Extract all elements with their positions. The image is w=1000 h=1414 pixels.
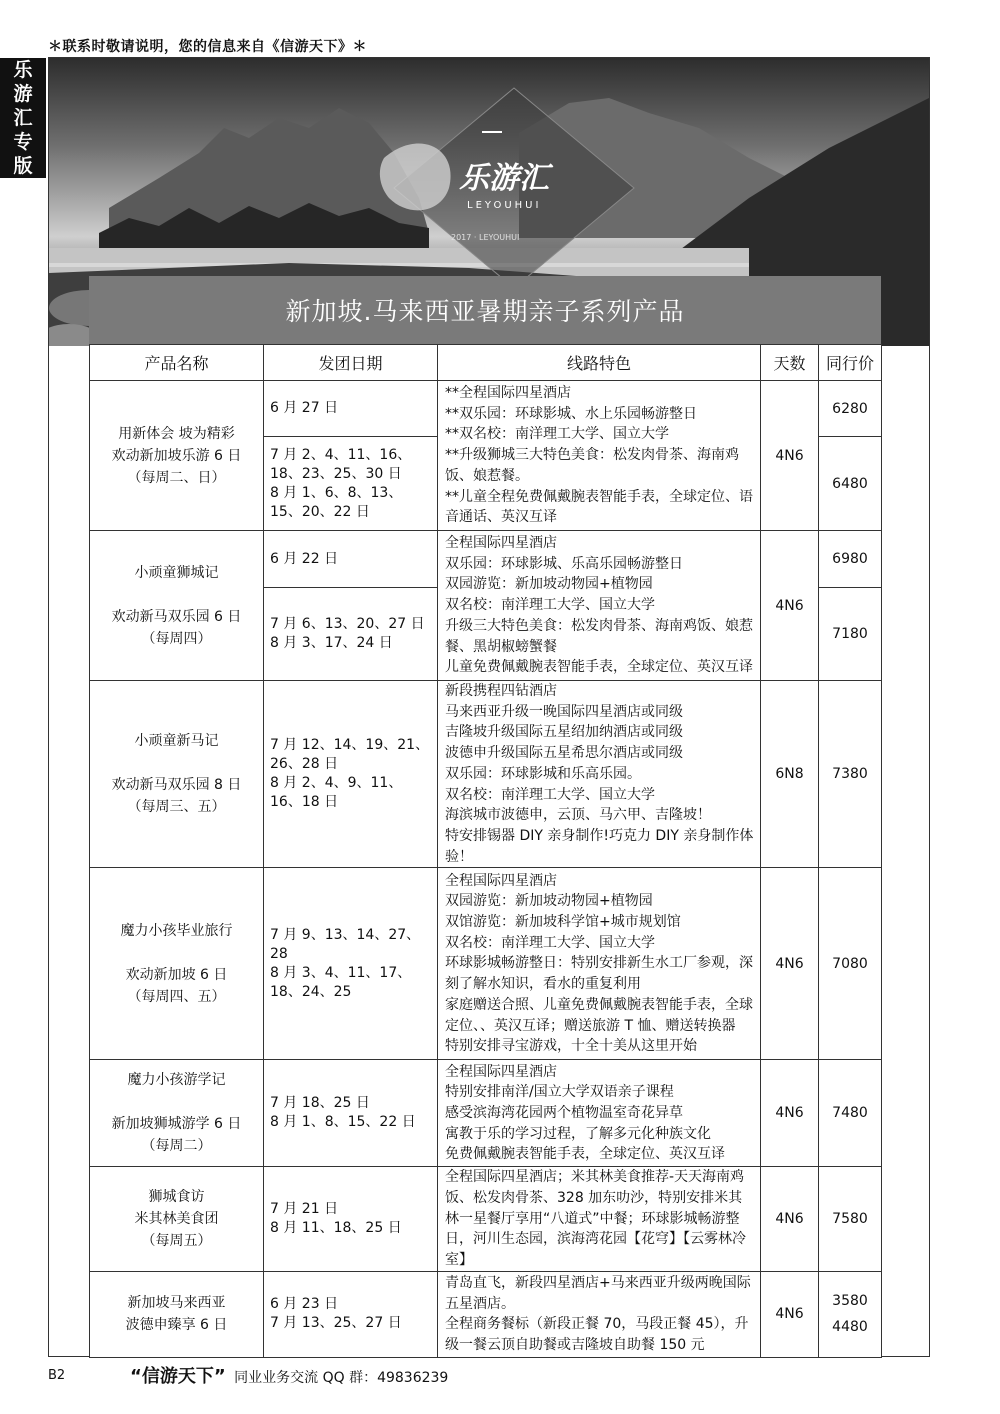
product-name: 新加坡马来西亚 波德申臻享 6 日 bbox=[90, 1271, 264, 1357]
departure-dates: 7 月 21 日 8 月 11、18、25 日 bbox=[264, 1167, 438, 1272]
table-row bbox=[90, 381, 882, 437]
product-name: 小顽童新马记 欢动新马双乐园 8 日 （每周三、五） bbox=[90, 681, 264, 868]
departure-dates: 7 月 2、4、11、16、18、23、25、30 日 8 月 1、6、8、13、15、20、22 日 bbox=[264, 437, 438, 531]
departure-dates: 7 月 6、13、20、27 日 8 月 3、17、24 日 bbox=[264, 588, 438, 681]
route-features: 全程国际四星酒店 双乐园：环球影城、乐高乐园畅游整日 双园游览：新加坡动物园+植物园 双名校：南洋理工大学、国立大学 升级三大特色美食：松发肉骨茶、海南鸡饭、娘惹餐、黑胡椒螃蟹餐 儿童免费佩戴腕表智能手表，全球定位、英汉互译 bbox=[438, 531, 761, 681]
route-features: 全程国际四星酒店 特别安排南洋/国立大学双语亲子课程 感受滨海湾花园两个植物温室奇花异草 寓教于乐的学习过程，了解多元化种族文化 免费佩戴腕表智能手表，全球定位、英汉互译 bbox=[438, 1060, 761, 1167]
logo-subtext: LEYOUHUI bbox=[467, 200, 542, 211]
product-name: 用新体会 坡为精彩 欢动新加坡乐游 6 日 （每周二、日） bbox=[90, 381, 264, 531]
peer-price: 7380 bbox=[819, 681, 882, 868]
peer-price: 3580 4480 bbox=[819, 1271, 882, 1357]
peer-price: 7580 bbox=[819, 1167, 882, 1272]
table-row bbox=[90, 1060, 882, 1167]
side-tab-char: 乐 bbox=[13, 59, 33, 81]
table-row bbox=[90, 1167, 882, 1272]
trip-days: 4N6 bbox=[761, 868, 819, 1060]
table-row bbox=[90, 868, 882, 1060]
side-tab-char: 专 bbox=[13, 131, 33, 153]
side-tab-char: 版 bbox=[13, 155, 33, 177]
product-name: 魔力小孩游学记 新加坡狮城游学 6 日 （每周二） bbox=[90, 1060, 264, 1167]
route-features: 青岛直飞，新段四星酒店+马来西亚升级两晚国际五星酒店。 全程商务餐标（新段正餐 70，马段正餐 45），升级一餐云顶自助餐或吉隆坡自助餐 150 元 bbox=[438, 1271, 761, 1357]
page-number: B2 bbox=[48, 1368, 66, 1383]
side-tab-char: 游 bbox=[13, 83, 33, 105]
peer-price: 6980 bbox=[819, 531, 882, 588]
peer-price: 7480 bbox=[819, 1060, 882, 1167]
column-header-dates: 发团日期 bbox=[264, 345, 438, 381]
route-features: 全程国际四星酒店 双园游览：新加坡动物园+植物园 双馆游览：新加坡科学馆+城市规划馆 双名校：南洋理工大学、国立大学 环球影城畅游整日：特别安排新生水工厂参观，深刻了解水知识，看水的重复利用 家庭赠送合照、儿童免费佩戴腕表智能手表，全球定位、、英汉互译；赠送旅游 T 恤、赠送转换器 特别安排寻宝游戏，十全十美从这里开始 bbox=[438, 868, 761, 1060]
table-row bbox=[90, 1271, 882, 1357]
product-name: 狮城食访 米其林美食团 （每周五） bbox=[90, 1167, 264, 1272]
departure-dates: 7 月 9、13、14、27、28 8 月 3、4、11、17、18、24、25 bbox=[264, 868, 438, 1060]
column-header-days: 天数 bbox=[761, 345, 819, 381]
table-header-row bbox=[90, 345, 882, 381]
departure-dates: 7 月 12、14、19、21、26、28 日 8 月 2、4、9、11、16、18 日 bbox=[264, 681, 438, 868]
trip-days: 4N6 bbox=[761, 1271, 819, 1357]
route-features: **全程国际四星酒店 **双乐园：环球影城、水上乐园畅游整日 **双名校：南洋理工大学、国立大学 **升级狮城三大特色美食：松发肉骨茶、海南鸡饭、娘惹餐。 **儿童全程免费佩戴腕表智能手表，全球定位、语音通话、英汉互译 bbox=[438, 381, 761, 531]
column-header-name: 产品名称 bbox=[90, 345, 264, 381]
departure-dates: 6 月 22 日 bbox=[264, 531, 438, 588]
peer-price: 6280 bbox=[819, 381, 882, 437]
footer-qq-group: 同业业务交流 QQ 群：49836239 bbox=[234, 1370, 449, 1386]
peer-price: 7080 bbox=[819, 868, 882, 1060]
trip-days: 4N6 bbox=[761, 1060, 819, 1167]
peer-price: 7180 bbox=[819, 588, 882, 681]
trip-days: 4N6 bbox=[761, 1167, 819, 1272]
trip-days: 4N6 bbox=[761, 531, 819, 681]
trip-days: 6N8 bbox=[761, 681, 819, 868]
products-table bbox=[89, 344, 882, 1358]
side-tab bbox=[0, 58, 46, 178]
column-header-price: 同行价 bbox=[819, 345, 882, 381]
column-header-features: 线路特色 bbox=[438, 345, 761, 381]
trip-days: 4N6 bbox=[761, 381, 819, 531]
footer-brand: “信游天下” bbox=[130, 1366, 226, 1387]
table-row bbox=[90, 681, 882, 868]
departure-dates: 6 月 27 日 bbox=[264, 381, 438, 437]
top-notice: ＊联系时敬请说明，您的信息来自《信游天下》＊ bbox=[48, 39, 367, 55]
peer-price: 6480 bbox=[819, 437, 882, 531]
logo-year: 2017 · LEYOUHUI bbox=[451, 233, 520, 242]
table-row bbox=[90, 531, 882, 588]
product-name: 魔力小孩毕业旅行 欢动新加坡 6 日 （每周四、五） bbox=[90, 868, 264, 1060]
departure-dates: 6 月 23 日 7 月 13、25、27 日 bbox=[264, 1271, 438, 1357]
route-features: 新段携程四钻酒店 马来西亚升级一晚国际四星酒店或同级 吉隆坡升级国际五星绍加纳酒店或同级 波德申升级国际五星希思尔酒店或同级 双乐园：环球影城和乐高乐园。 双名校：南洋理工大学、国立大学 海滨城市波德申，云顶、马六甲、吉隆坡！ 特安排锡器 DIY 亲身制作!巧克力 DIY 亲身制作体验！ bbox=[438, 681, 761, 868]
footer-contact bbox=[130, 1362, 448, 1388]
route-features: 全程国际四星酒店；米其林美食推荐-天天海南鸡饭、松发肉骨茶、328 加东叻沙，特别安排米其林一星餐厅享用“八道式”中餐；环球影城畅游整日，河川生态园，滨海湾花园【花穹】【云雾林冷室】 bbox=[438, 1167, 761, 1272]
product-name: 小顽童狮城记 欢动新马双乐园 6 日 （每周四） bbox=[90, 531, 264, 681]
section-title: 新加坡.马来西亚暑期亲子系列产品 bbox=[89, 276, 881, 344]
logo-text: 乐游汇 bbox=[459, 161, 549, 196]
side-tab-char: 汇 bbox=[13, 107, 33, 129]
departure-dates: 7 月 18、25 日 8 月 1、8、15、22 日 bbox=[264, 1060, 438, 1167]
